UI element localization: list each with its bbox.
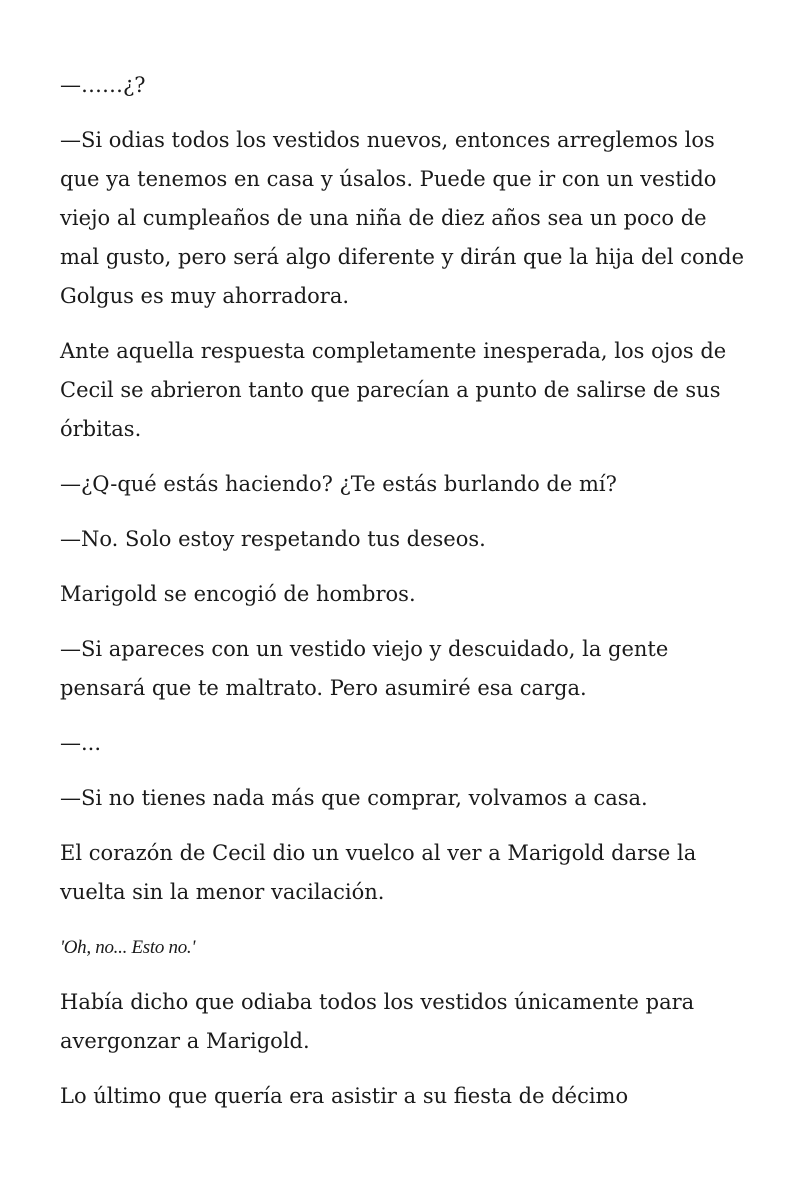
paragraph-5: —No. Solo estoy respetando tus deseos. [60,527,486,551]
paragraph-7: —Si apareces con un vestido viejo y descuidado, la gente pensará que te maltrato. Pero asumiré esa carga. [60,637,669,700]
paragraph-2: —Si odias todos los vestidos nuevos, entonces arreglemos los que ya tenemos en casa y úsalos. Puede que ir con un vestido viejo al cumpleaños de una niña de diez años sea un poco de mal gusto, pero será algo diferente y dirán que la hija del conde Golgus es muy ahorradora. [60,128,745,308]
document-page [60,66,750,1132]
paragraph-1: —……¿? [60,73,146,97]
paragraph-8: —... [60,731,102,755]
paragraph-9: —Si no tienes nada más que comprar, volvamos a casa. [60,786,648,810]
paragraph-12: Había dicho que odiaba todos los vestidos únicamente para avergonzar a Marigold. [60,990,695,1053]
inner-thought-paragraph: 'Oh, no... Esto no.' [60,937,196,958]
paragraph-13: Lo último que quería era asistir a su fiesta de décimo [60,1084,629,1108]
paragraph-4: —¿Q-qué estás haciendo? ¿Te estás burlando de mí? [60,472,617,496]
paragraph-10: El corazón de Cecil dio un vuelco al ver a Marigold darse la vuelta sin la menor vacilación. [60,841,697,904]
paragraph-6: Marigold se encogió de hombros. [60,582,416,606]
paragraph-3: Ante aquella respuesta completamente inesperada, los ojos de Cecil se abrieron tanto que parecían a punto de salirse de sus órbitas. [60,339,727,441]
